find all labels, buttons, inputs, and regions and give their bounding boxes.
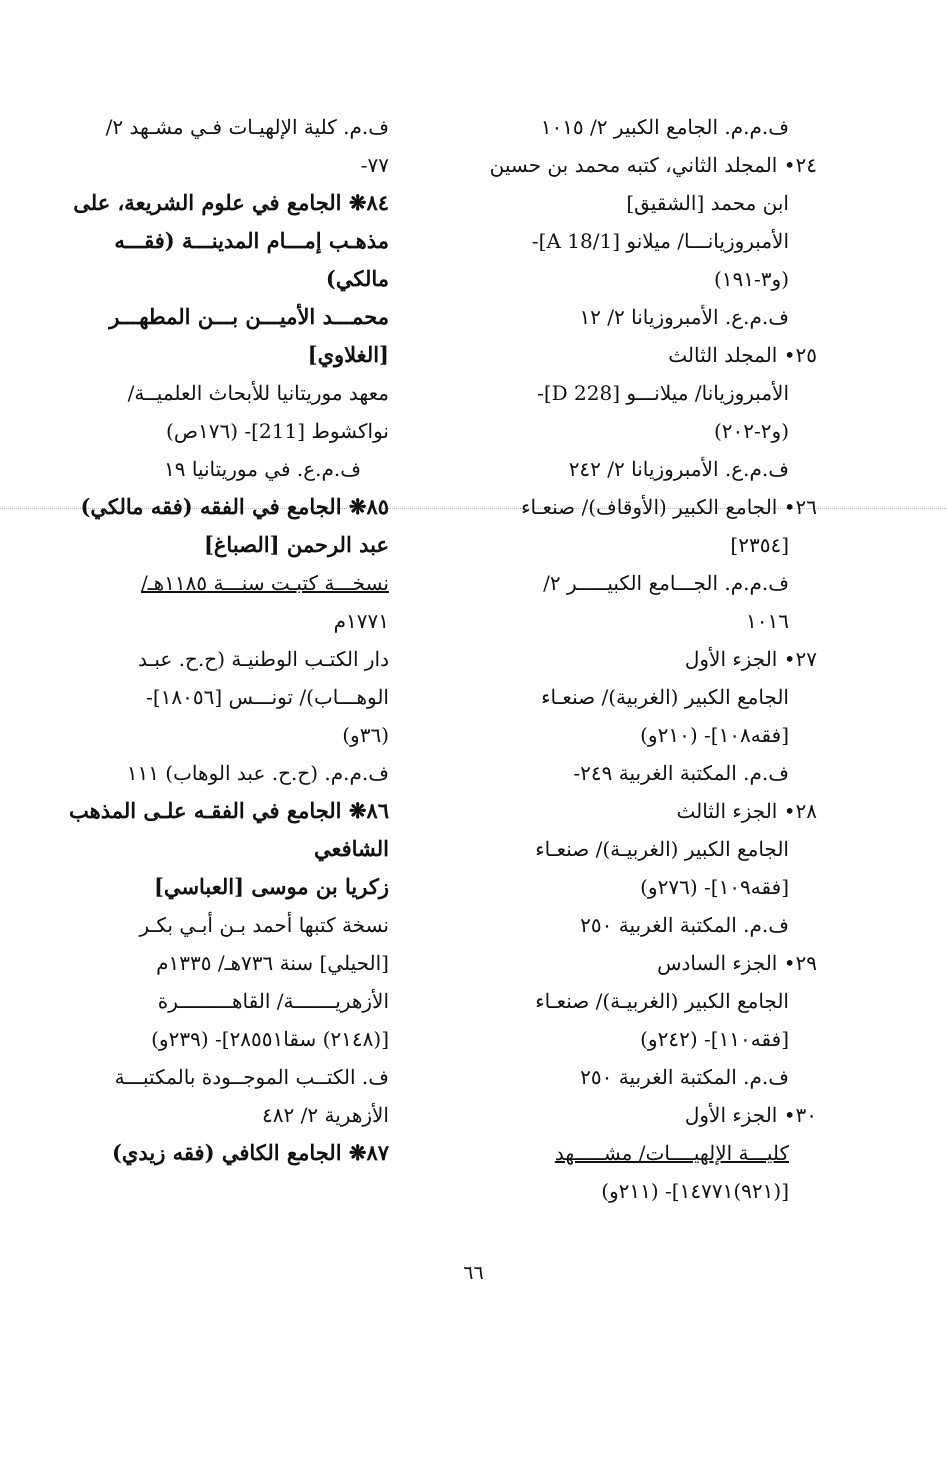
right-column-line: ابن محمد [الشقيق] [626,191,789,215]
right-column-line: الجامع الكبير (الغربيـة)/ صنعـاء [535,989,789,1013]
left-column-line: ف. الكتــب الموجــودة بالمكتبـــة [114,1065,389,1089]
left-column-line: ٨٦❋ الجامع في الفقـه علـى المذهب [69,798,389,823]
right-column-line: ف.م.ع. الأمبروزيانا ٢/ ٢٤٢ [568,457,789,481]
right-column-line: الجامع الكبير (الغربيـة)/ صنعـاء [535,837,789,861]
right-column-line: كليـــة الإلهيــــات/ مشـــــهد [554,1141,789,1165]
left-column-line: محمـــد الأميـــن بـــن المطهـــر [109,304,389,329]
right-column-line: ٣٠• الجزء الأول [684,1103,817,1127]
right-column-line: ٢٦• الجامع الكبير (الأوقاف)/ صنعـاء [521,495,817,519]
right-column-line: ١٠١٦ [746,609,789,633]
right-column-line: [فقه١١٠]- (٢٤٢و) [640,1027,789,1051]
left-column-line: مذهـب إمـــام المدينـــة (فقـــه [114,228,389,253]
left-column-line: دار الكتـب الوطنيـة (ح.ح. عبـد [138,647,389,671]
left-column-line: ف.م. كلية الإلهيـات فـي مشـهد ٢/ [105,115,389,139]
left-column-line: الشافعي [313,836,389,861]
left-column-line: الوهـــاب)/ تونـــس [١٨٠٥٦]- [146,685,389,709]
left-column [69,108,389,1172]
right-column-line: الأمبروزيانـــا/ ميلانو [A 18/1]- [531,229,789,253]
left-column-line: [(٢١٤٨) سقا٢٨٥٥١]- (٢٣٩و) [151,1027,389,1051]
right-column-line: ف.م.م. الجـــامع الكبيـــــر ٢/ [543,571,789,595]
left-column-line: [الغلاوي] [307,342,389,367]
left-column-line: نسخـــة كتبـت سنـــة ١١٨٥هـ/ [141,571,389,595]
left-column-line: (٣٦و) [342,723,389,747]
left-column-line: الأزهريـــــــة/ القاهـــــــــرة [157,989,389,1013]
left-column-line: ٨٤❋ الجامع في علوم الشريعة، على [73,190,389,215]
right-column [489,108,817,1210]
left-column-line: ٨٥❋ الجامع في الفقه (فقه مالكي) [80,494,389,519]
left-column-line: ٨٧❋ الجامع الكافي (فقه زيدي) [111,1140,389,1165]
left-column-line: عبد الرحمن [الصباغ] [203,532,389,557]
left-column-line: معهد موريتانيا للأبحاث العلميــة/ [127,381,389,405]
right-column-line: ٢٥• المجلد الثالث [668,343,817,367]
left-column-line: زكريا بن موسى [العباسي] [154,874,389,899]
left-column-line: ف.م.م. (ح.ح. عبد الوهاب) ١١١ [126,761,389,785]
right-column-line: ٢٩• الجزء السادس [657,951,817,975]
left-column-line: الأزهرية ٢/ ٤٨٢ [262,1103,389,1127]
page-number: ٦٦ [463,1262,484,1284]
right-column-line: ف.م. المكتبة الغربية ٢٤٩- [573,761,789,785]
right-column-line: ف.م.م. الجامع الكبير ٢/ ١٠١٥ [540,115,789,139]
right-column-line: ف.م. المكتبة الغربية ٢٥٠ [580,913,789,937]
left-column-line: ١٧٧١م [333,609,389,633]
right-column-line: الجامع الكبير (الغربية)/ صنعـاء [541,685,789,709]
right-column-line: (و٣-١٩١) [713,267,789,291]
left-column-line: نواكشوط [211]- (١٧٦ص) [166,419,389,443]
left-column-line: مالكي) [325,266,389,291]
right-column-line: [فقه١٠٨]- (٢١٠و) [640,723,789,747]
right-column-line: ف.م.ع. الأمبروزيانا ٢/ ١٢ [579,305,789,329]
left-column-line: نسخة كتبها أحمد بـن أبـي بكـر [139,913,389,937]
right-column-line: الأمبروزيانا/ ميلانـــو [D 228]- [537,381,789,405]
left-column-line: [الحيلي] سنة ٧٣٦هـ/ ١٣٣٥م [156,951,389,975]
right-column-line: ف.م. المكتبة الغربية ٢٥٠ [580,1065,789,1089]
right-column-line: ٢٧• الجزء الأول [684,647,817,671]
right-column-line: [٢٣٥٤] [730,533,789,557]
right-column-line: [فقه١٠٩]- (٢٧٦و) [640,875,789,899]
right-column-line: [(٩٢١)١٤٧٧١]- (٢١١و) [601,1179,789,1203]
right-column-line: (و٢-٢٠٢) [713,419,789,443]
right-column-line: ٢٤• المجلد الثاني، كتبه محمد بن حسين [489,153,817,177]
left-column-line: ف.م.ع. في موريتانيا ١٩ [163,457,361,481]
left-column-line: ٧٧- [360,153,389,177]
right-column-line: ٢٨• الجزء الثالث [676,799,817,823]
